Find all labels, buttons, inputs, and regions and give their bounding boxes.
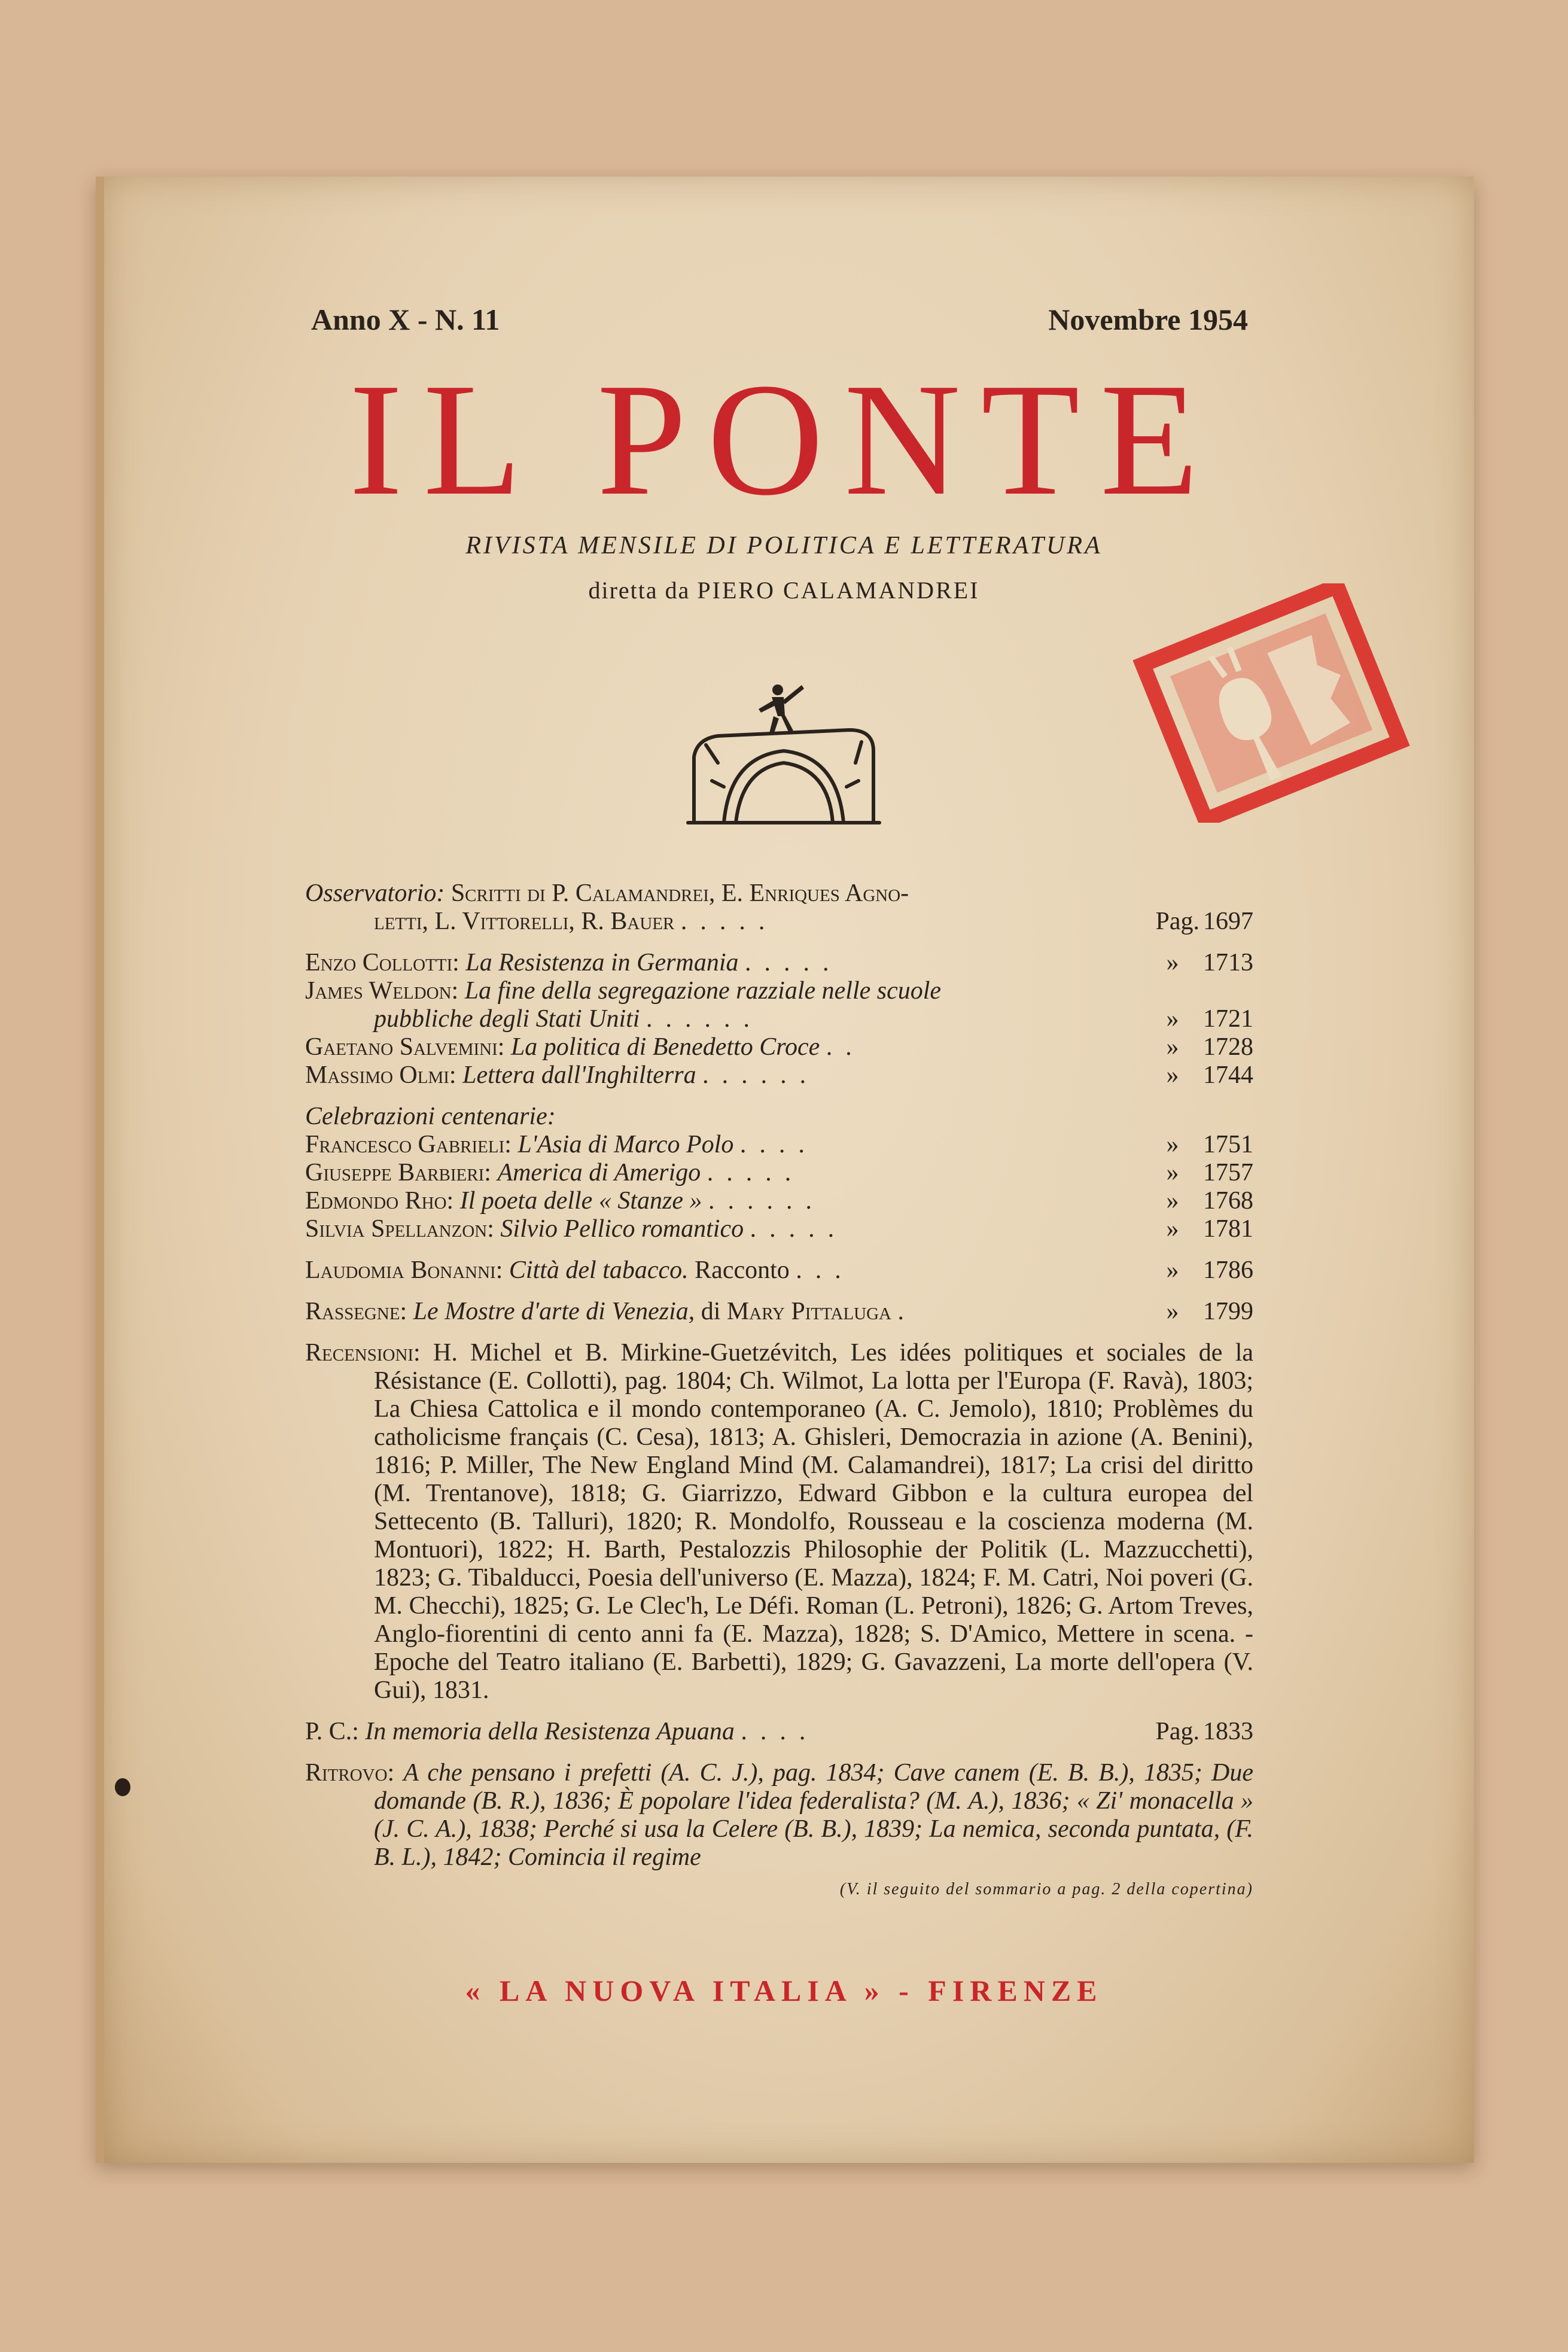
toc-author: Francesco Gabrieli: bbox=[305, 1131, 511, 1158]
toc-page: 1757 bbox=[1203, 1159, 1253, 1186]
toc-entry: Laudomia Bonanni: Città del tabacco. Racconto ... » 1786 bbox=[305, 1256, 1253, 1284]
toc-author: Rassegne: bbox=[305, 1298, 407, 1325]
toc-title: La Resistenza in Germania bbox=[465, 949, 739, 976]
toc-title-line2: pubbliche degli Stati Uniti bbox=[374, 1005, 640, 1033]
toc-by: di bbox=[701, 1298, 721, 1325]
toc-author: Gaetano Salvemini: bbox=[305, 1033, 505, 1061]
editor-prefix: diretta da bbox=[588, 577, 690, 604]
toc-ritrovo-label: Ritrovo: bbox=[305, 1759, 395, 1787]
toc-ditto: » bbox=[1166, 1061, 1179, 1089]
toc-entry-osservatorio: Osservatorio: Scritti di P. Calamandrei, E. Enriques Agno- letti, L. Vittorelli, R. Bauer ..... Pag. 1697 bbox=[305, 880, 1253, 935]
toc-entry: Massimo Olmi: Lettera dall'Inghilterra ...... » 1744 bbox=[305, 1061, 1253, 1089]
toc-title: L'Asia di Marco Polo bbox=[517, 1131, 734, 1158]
toc-ditto: » bbox=[1166, 949, 1179, 976]
toc-ditto: » bbox=[1166, 1298, 1179, 1325]
toc-entry: James Weldon: La fine della segregazione razziale nelle scuole pubbliche degli Stati Uniti ...... » 1721 bbox=[305, 977, 1253, 1033]
toc-author: James Weldon: bbox=[305, 977, 459, 1005]
toc-entry: Enzo Collotti: La Resistenza in Germania ..... » 1713 bbox=[305, 949, 1253, 976]
toc-page: 1781 bbox=[1203, 1215, 1253, 1243]
toc-ditto: » bbox=[1166, 1159, 1179, 1186]
magazine-subtitle: RIVISTA MENSILE DI POLITICA E LETTERATURA bbox=[465, 532, 1103, 559]
toc-title: Le Mostre d'arte di Venezia, bbox=[413, 1298, 695, 1325]
toc-ditto: » bbox=[1166, 1256, 1179, 1284]
toc-title: Città del tabacco. bbox=[509, 1256, 689, 1284]
toc-page: 1721 bbox=[1203, 1005, 1253, 1033]
toc-author: Enzo Collotti: bbox=[305, 949, 459, 976]
toc-entry: Francesco Gabrieli: L'Asia di Marco Polo .... » 1751 bbox=[305, 1131, 1253, 1158]
publisher-name: « LA NUOVA ITALIA » - FIRENZE bbox=[465, 1974, 1103, 2007]
toc-reviews bbox=[305, 1339, 1253, 1705]
toc-title: Lettera dall'Inghilterra bbox=[462, 1061, 696, 1089]
toc-ditto: » bbox=[1166, 1005, 1179, 1033]
editor-name: PIERO CALAMANDREI bbox=[697, 577, 980, 604]
toc-page: 1713 bbox=[1203, 949, 1253, 976]
toc-reviews-text: H. Michel et B. Mirkine-Guetzévitch, Les idées politiques et sociales de la Résistance (E. Collotti), pag. 1804; Ch. Wilmot, La lotta per l'Europa (F. Ravà), 1803; La Chiesa Cattolica e il mondo contemporaneo (A. C. Jemolo), 1810; Problèmes du catholicisme français (C. Cesa), 1813; A. Ghisleri, Democrazia in azione (A. Benini), 1816; P. Miller, The New England Mind (M. Calamandrei), 1817; La crisi del diritto (M. Trentanove), 1818; G. Giarrizzo, Edward Gibbon e la cultura europea del Settecento (B. Talluri), 1820; R. Mondolfo, Rousseau e la coscienza moderna (M. Montuori), 1822; H. Barth, Pestalozzis Philosophie der Politik (L. Mazzucchetti), 1823; G. Tibalducci, Poesia dell'universo (E. Mazza), 1824; F. M. Catri, Noi poveri (G. M. Checchi), 1825; G. Le Clec'h, Le Défi. Roman (L. Petroni), 1826; G. Artom Treves, Anglo-fiorentini di cento anni fa (E. Mazza), 1828; S. D'Amico, Mettere in scena. - Epoche del Teatro italiano (E. Barbetti), 1829; G. Gavazzeni, La morte dell'opera (V. Gui), 1831. bbox=[374, 1339, 1254, 1704]
issue-number: Anno X - N. 11 bbox=[311, 303, 500, 336]
ink-spot bbox=[115, 1778, 130, 1796]
publisher-stamp-icon bbox=[1131, 583, 1412, 823]
toc-page: 1833 bbox=[1203, 1718, 1253, 1745]
toc-page: 1728 bbox=[1203, 1033, 1253, 1061]
toc-entry: Edmondo Rho: Il poeta delle « Stanze » ...... » 1768 bbox=[305, 1187, 1253, 1215]
toc-page: 1697 bbox=[1203, 908, 1253, 935]
toc-entry: Gaetano Salvemini: La politica di Benedetto Croce .. » 1728 bbox=[305, 1033, 1253, 1061]
toc-title: In memoria della Resistenza Apuana bbox=[365, 1718, 735, 1745]
toc-author: Silvia Spellanzon: bbox=[305, 1215, 494, 1243]
toc-label: Osservatorio: bbox=[305, 880, 445, 907]
toc-page: 1799 bbox=[1203, 1298, 1253, 1325]
toc-ritrovo-text: A che pensano i prefetti (A. C. J.), pag. 1834; Cave canem (E. B. B.), 1835; Due domande (B. R.), 1836; È popolare l'idea federalista? (M. A.), 1836; « Zi' monacella » (J. C. A.), 1838; Perché si usa la Celere (B. B.), 1839; La nemica, seconda puntata, (F. B. L.), 1842; Comincia il regime bbox=[374, 1759, 1253, 1871]
toc-entry: Silvia Spellanzon: Silvio Pellico romantico ..... » 1781 bbox=[305, 1215, 1253, 1243]
toc-page: 1751 bbox=[1203, 1131, 1253, 1158]
toc-authors-line1: Scritti di P. Calamandrei, E. Enriques Agno- bbox=[450, 880, 909, 907]
bridge-logo-icon bbox=[682, 673, 885, 829]
toc-ditto: » bbox=[1166, 1033, 1179, 1061]
toc-entry: Giuseppe Barbieri: America di Amerigo ..... » 1757 bbox=[305, 1159, 1253, 1186]
toc-by-author: Mary Pittaluga bbox=[726, 1298, 891, 1325]
toc-ditto: » bbox=[1166, 1187, 1179, 1215]
toc-reviews-label: Recensioni: bbox=[305, 1339, 421, 1367]
toc-author: Laudomia Bonanni: bbox=[305, 1256, 503, 1284]
toc-entry: Rassegne: Le Mostre d'arte di Venezia, di Mary Pittaluga . » 1799 bbox=[305, 1298, 1253, 1325]
toc-ritrovo bbox=[305, 1759, 1253, 1872]
toc-continued-note: (V. il seguito del sommario a pag. 2 della copertina) bbox=[839, 1880, 1253, 1898]
toc-author: Edmondo Rho: bbox=[305, 1187, 454, 1215]
toc-page-label: Pag. bbox=[1155, 908, 1199, 935]
issue-date: Novembre 1954 bbox=[1048, 303, 1248, 336]
toc-author: P. C.: bbox=[305, 1718, 359, 1745]
toc-entry: P. C.: In memoria della Resistenza Apuana .... Pag. 1833 bbox=[305, 1718, 1253, 1745]
toc-page: 1744 bbox=[1203, 1061, 1253, 1089]
toc-genre: Racconto bbox=[695, 1256, 790, 1284]
toc-page-label: Pag. bbox=[1155, 1718, 1199, 1745]
toc-title: Silvio Pellico romantico bbox=[500, 1215, 744, 1243]
toc-title: Il poeta delle « Stanze » bbox=[459, 1187, 702, 1215]
toc-author: Giuseppe Barbieri: bbox=[305, 1159, 491, 1186]
toc-authors-line2: letti, L. Vittorelli, R. Bauer bbox=[374, 908, 675, 935]
toc-title: La politica di Benedetto Croce bbox=[510, 1033, 820, 1061]
toc-title: America di Amerigo bbox=[497, 1159, 701, 1186]
toc-author: Massimo Olmi: bbox=[305, 1061, 456, 1089]
magazine-title: IL PONTE bbox=[349, 350, 1219, 529]
toc-page: 1786 bbox=[1203, 1256, 1253, 1284]
table-of-contents bbox=[305, 880, 1253, 1903]
toc-title-line1: La fine della segregazione razziale nelle scuole bbox=[464, 977, 942, 1005]
toc-section-heading: Celebrazioni centenarie: bbox=[305, 1103, 556, 1130]
toc-ditto: » bbox=[1166, 1215, 1179, 1243]
toc-ditto: » bbox=[1166, 1131, 1179, 1158]
toc-page: 1768 bbox=[1203, 1187, 1253, 1215]
